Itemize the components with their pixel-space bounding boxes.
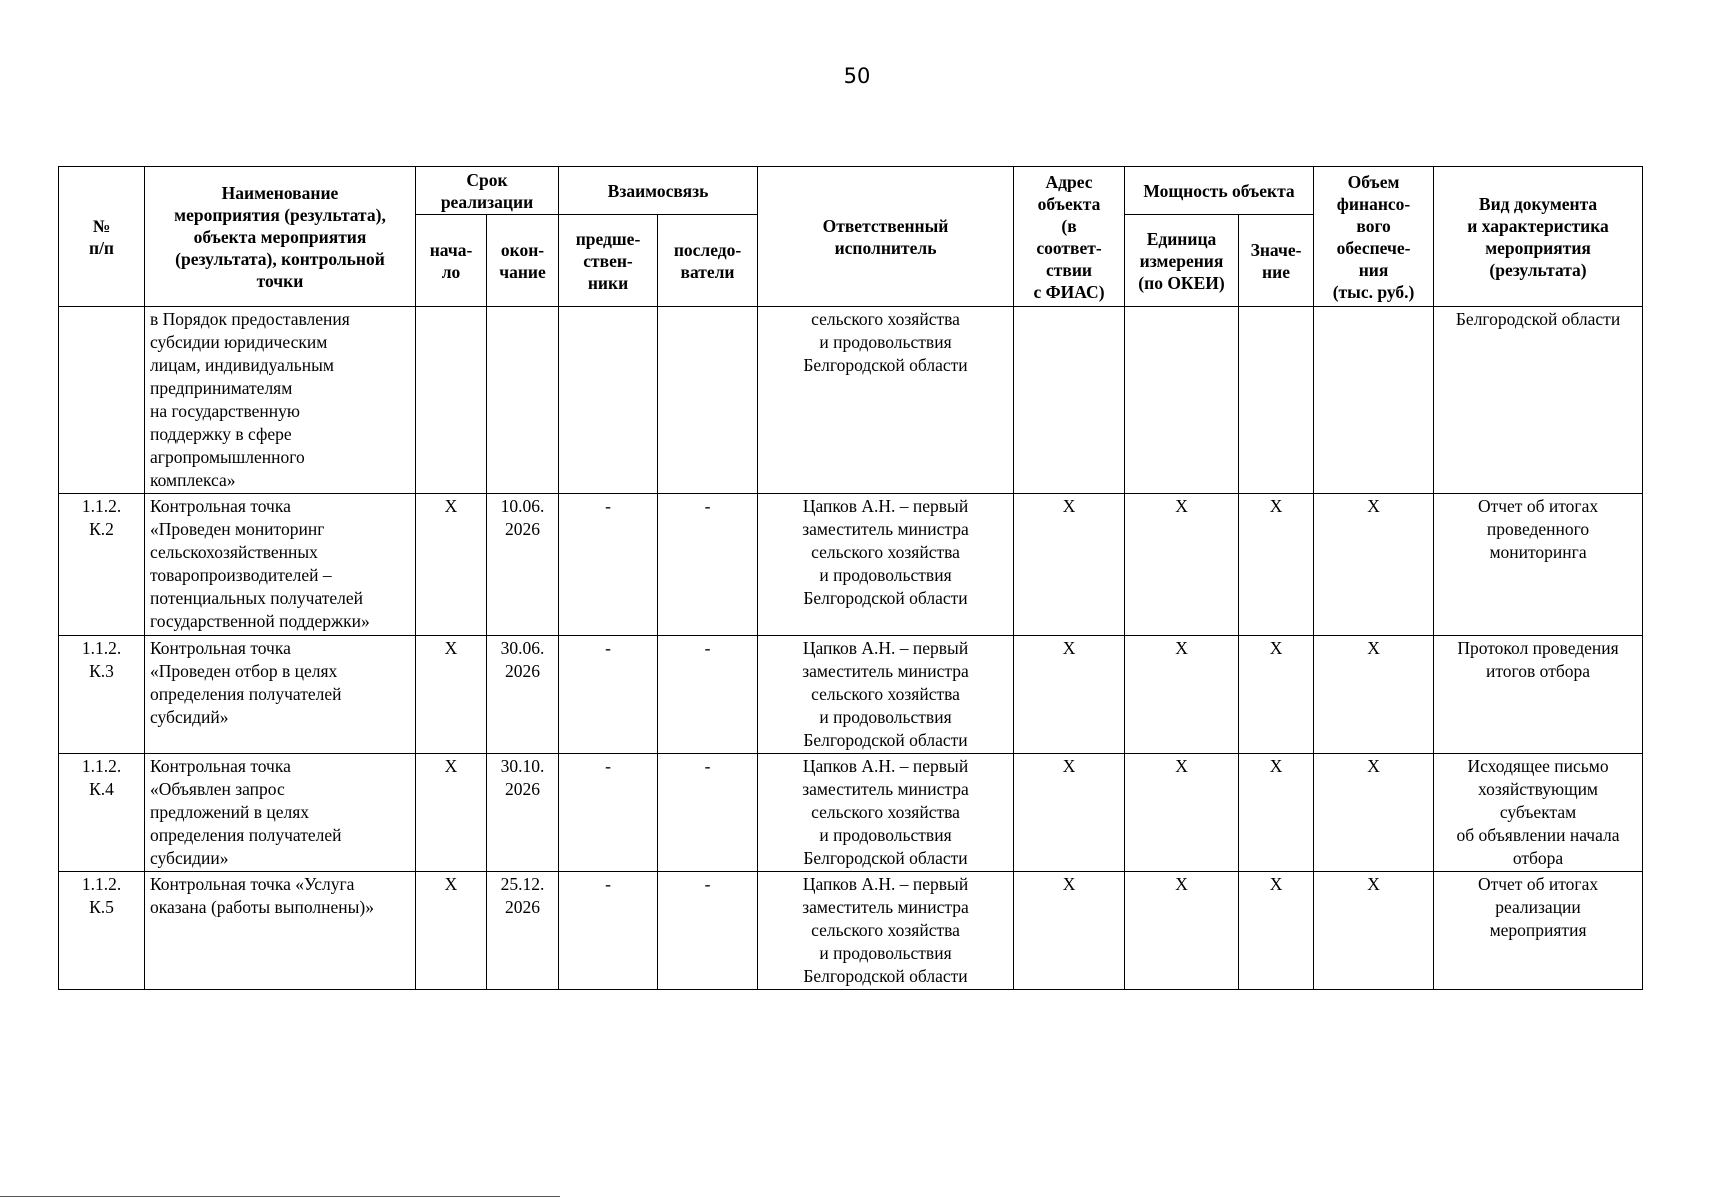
- table-row: [59, 636, 1643, 754]
- cell-responsible: Цапков А.Н. – первый заместитель министра сельского хозяйства и продовольствия Белгородской области: [758, 494, 1014, 636]
- cell-num: 1.1.2. К.5: [59, 872, 145, 990]
- cell-end: 25.12. 2026: [487, 872, 559, 990]
- cell-value: X: [1239, 872, 1314, 990]
- cell-unit: X: [1125, 754, 1239, 872]
- cell-address: [1014, 307, 1125, 494]
- cell-succ: [658, 307, 758, 494]
- cell-num: 1.1.2. К.4: [59, 754, 145, 872]
- page-number: 50: [843, 64, 871, 88]
- cell-succ: -: [658, 872, 758, 990]
- cell-num: [59, 307, 145, 494]
- cell-succ: -: [658, 494, 758, 636]
- cell-num: 1.1.2. К.3: [59, 636, 145, 754]
- cell-name: Контрольная точка «Проведен мониторинг сельскохозяйственных товаропроизводителей – потенциальных получателей государственной поддержки»: [145, 494, 416, 636]
- cell-responsible: Цапков А.Н. – первый заместитель министра сельского хозяйства и продовольствия Белгородской области: [758, 754, 1014, 872]
- header-term-end: окон- чание: [487, 215, 559, 307]
- cell-end: 30.10. 2026: [487, 754, 559, 872]
- cell-start: X: [416, 872, 487, 990]
- cell-pred: -: [559, 872, 658, 990]
- cell-unit: [1125, 307, 1239, 494]
- cell-end: 10.06. 2026: [487, 494, 559, 636]
- cell-address: X: [1014, 636, 1125, 754]
- cell-name: Контрольная точка «Проведен отбор в целях определения получателей субсидий»: [145, 636, 416, 754]
- cell-unit: X: [1125, 494, 1239, 636]
- cell-doc: Отчет об итогах проведенного мониторинга: [1434, 494, 1643, 636]
- cell-name: Контрольная точка «Услуга оказана (работы выполнены)»: [145, 872, 416, 990]
- table-row: [59, 494, 1643, 636]
- schedule-table: [58, 166, 1643, 990]
- cell-start: [416, 307, 487, 494]
- table-row: [59, 872, 1643, 990]
- cell-doc: Белгородской области: [1434, 307, 1643, 494]
- cell-value: X: [1239, 636, 1314, 754]
- header-finance: Объем финансо- вого обеспече- ния (тыс. руб.): [1314, 167, 1434, 307]
- cell-responsible: Цапков А.Н. – первый заместитель министра сельского хозяйства и продовольствия Белгородской области: [758, 636, 1014, 754]
- cell-unit: X: [1125, 872, 1239, 990]
- cell-finance: X: [1314, 494, 1434, 636]
- cell-address: X: [1014, 872, 1125, 990]
- cell-succ: -: [658, 636, 758, 754]
- header-doc-type: Вид документа и характеристика мероприятия (результата): [1434, 167, 1643, 307]
- header-link-succ: последо- ватели: [658, 215, 758, 307]
- cell-finance: X: [1314, 754, 1434, 872]
- header-cap-value: Значе- ние: [1239, 215, 1314, 307]
- header-address: Адрес объекта (в соответ- ствии с ФИАС): [1014, 167, 1125, 307]
- scan-edge-line: [0, 1196, 560, 1197]
- header-responsible: Ответственный исполнитель: [758, 167, 1014, 307]
- cell-value: X: [1239, 494, 1314, 636]
- header-num: № п/п: [59, 167, 145, 307]
- cell-value: X: [1239, 754, 1314, 872]
- table-row: [59, 754, 1643, 872]
- cell-start: X: [416, 494, 487, 636]
- cell-doc: Отчет об итогах реализации мероприятия: [1434, 872, 1643, 990]
- header-link-pred: предше- ствен- ники: [559, 215, 658, 307]
- cell-name: Контрольная точка «Объявлен запрос предложений в целях определения получателей субсидии»: [145, 754, 416, 872]
- cell-finance: X: [1314, 636, 1434, 754]
- cell-pred: -: [559, 494, 658, 636]
- cell-responsible: сельского хозяйства и продовольствия Белгородской области: [758, 307, 1014, 494]
- cell-finance: [1314, 307, 1434, 494]
- header-name: Наименование мероприятия (результата), объекта мероприятия (результата), контрольной точки: [145, 167, 416, 307]
- cell-address: X: [1014, 494, 1125, 636]
- header-link: Взаимосвязь: [559, 167, 758, 215]
- header-term-start: нача- ло: [416, 215, 487, 307]
- cell-responsible: Цапков А.Н. – первый заместитель министра сельского хозяйства и продовольствия Белгородской области: [758, 872, 1014, 990]
- cell-end: [487, 307, 559, 494]
- cell-succ: -: [658, 754, 758, 872]
- cell-doc: Протокол проведения итогов отбора: [1434, 636, 1643, 754]
- cell-num: 1.1.2. К.2: [59, 494, 145, 636]
- cell-end: 30.06. 2026: [487, 636, 559, 754]
- cell-start: X: [416, 754, 487, 872]
- table-header: [59, 167, 1643, 307]
- header-term: Срок реализации: [416, 167, 559, 215]
- cell-finance: X: [1314, 872, 1434, 990]
- table-row: [59, 307, 1643, 494]
- cell-name: в Порядок предоставления субсидии юридическим лицам, индивидуальным предпринимателям на государственную поддержку в сфере агропромышленного комплекса»: [145, 307, 416, 494]
- cell-pred: [559, 307, 658, 494]
- header-capacity: Мощность объекта: [1125, 167, 1314, 215]
- cell-doc: Исходящее письмо хозяйствующим субъектам об объявлении начала отбора: [1434, 754, 1643, 872]
- cell-pred: -: [559, 636, 658, 754]
- cell-unit: X: [1125, 636, 1239, 754]
- cell-address: X: [1014, 754, 1125, 872]
- cell-start: X: [416, 636, 487, 754]
- header-cap-unit: Единица измерения (по ОКЕИ): [1125, 215, 1239, 307]
- cell-value: [1239, 307, 1314, 494]
- cell-pred: -: [559, 754, 658, 872]
